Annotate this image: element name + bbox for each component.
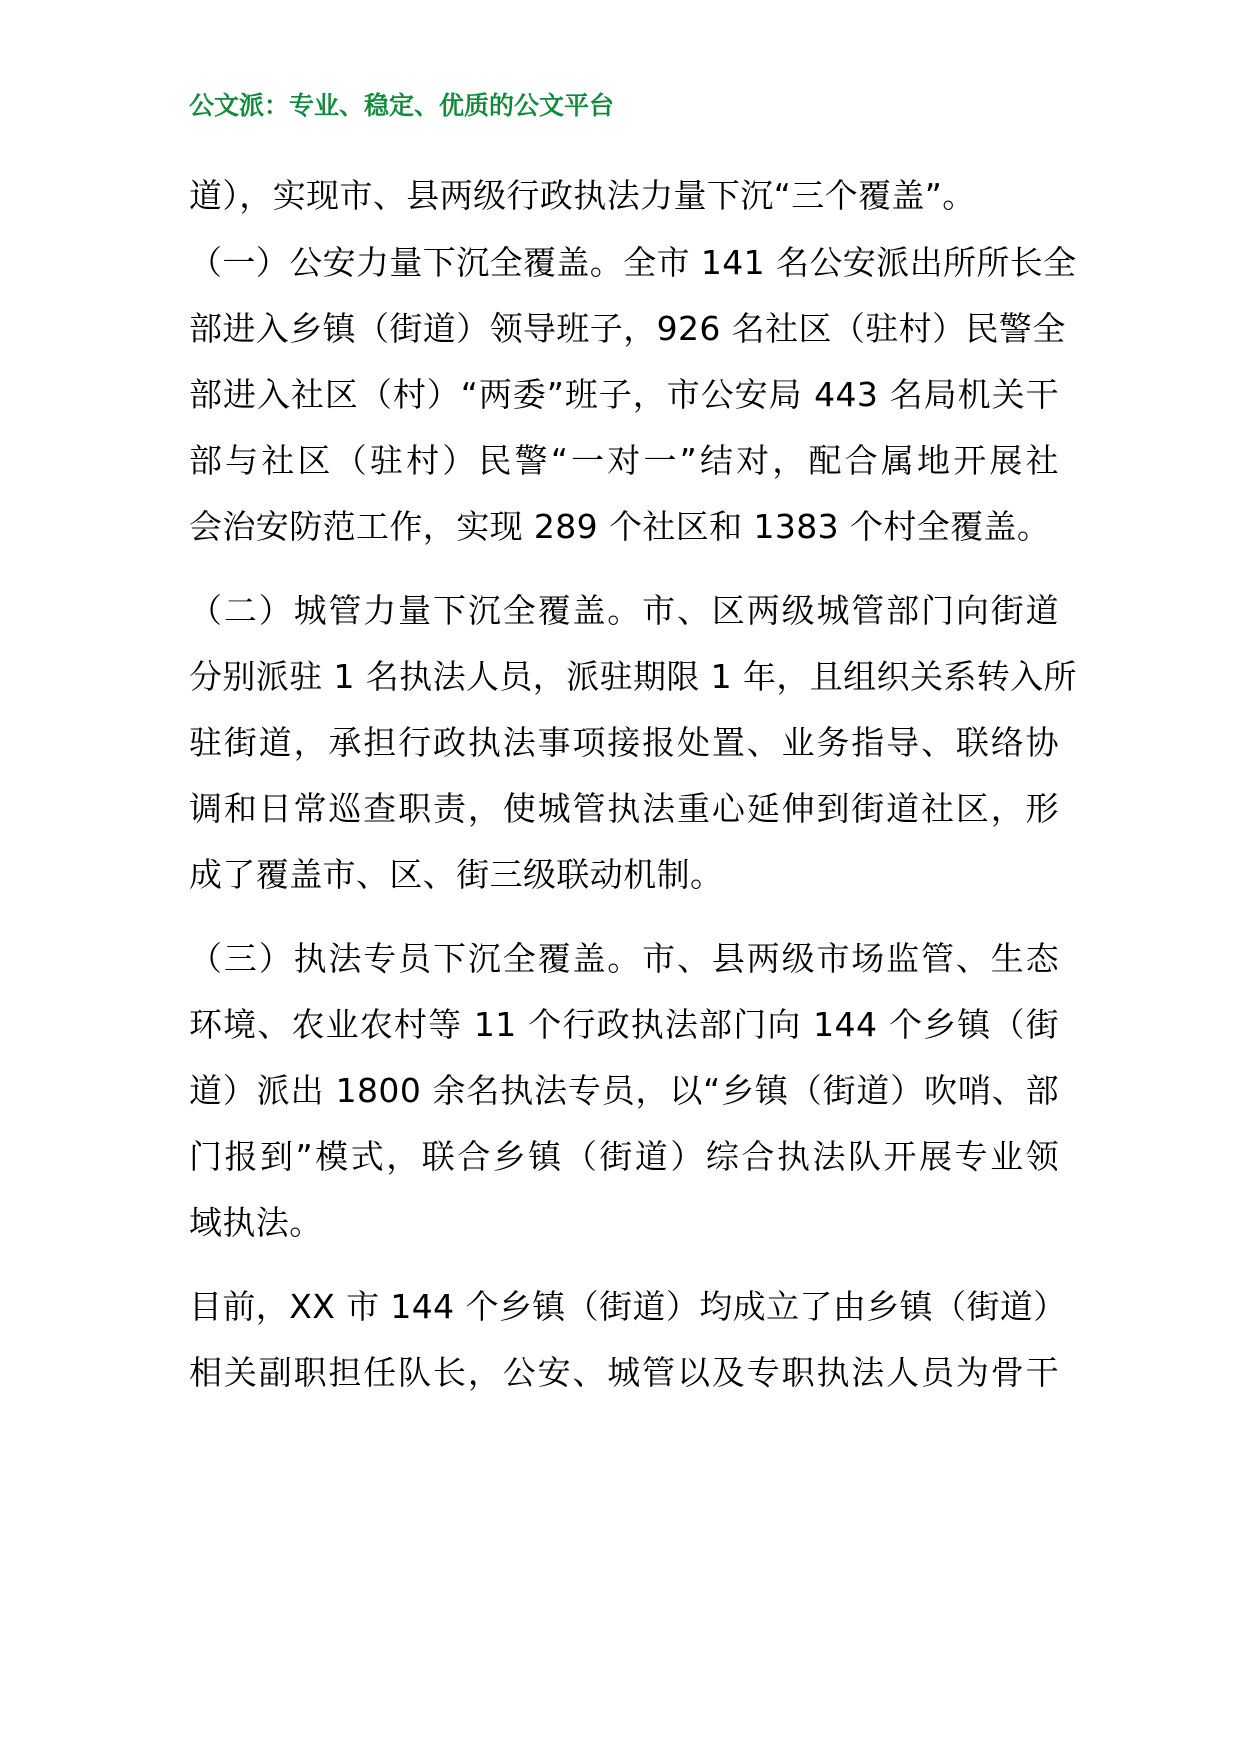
- text-line: 道）派出 1800 余名执法专员，以“乡镇（街道）吹哨、部: [189, 1071, 1059, 1110]
- text-line: 相关副职担任队长，公安、城管以及专职执法人员为骨干: [189, 1353, 1059, 1392]
- text-line: （一）公安力量下沉全覆盖。全市 141 名公安派出所所长全: [189, 243, 1077, 282]
- text-line: 会治安防范工作，实现 289 个社区和 1383 个村全覆盖。: [189, 507, 1051, 546]
- text-line: 部进入社区（村）“两委”班子，市公安局 443 名局机关干: [189, 375, 1059, 414]
- text-line: 部进入乡镇（街道）领导班子，926 名社区（驻村）民警全: [189, 309, 1066, 348]
- text-line: 域执法。: [189, 1203, 323, 1242]
- text-line: 调和日常巡查职责，使城管执法重心延伸到街道社区，形: [189, 789, 1059, 828]
- text-line: 成了覆盖市、区、街三级联动机制。: [189, 855, 724, 894]
- text-line: 门报到”模式，联合乡镇（街道）综合执法队开展专业领: [189, 1137, 1059, 1176]
- site-header-banner: 公文派：专业、稳定、优质的公文平台: [189, 91, 615, 120]
- text-line: 部与社区（驻村）民警“一对一”结对，配合属地开展社: [189, 441, 1059, 480]
- text-line: （三）执法专员下沉全覆盖。市、县两级市场监管、生态: [189, 939, 1059, 978]
- text-line: 道），实现市、县两级行政执法力量下沉“三个覆盖”。: [189, 176, 976, 215]
- text-line: 目前，XX 市 144 个乡镇（街道）均成立了由乡镇（街道）: [189, 1287, 1067, 1326]
- text-line: 驻街道，承担行政执法事项接报处置、业务指导、联络协: [189, 723, 1059, 762]
- text-line: 环境、农业农村等 11 个行政执法部门向 144 个乡镇（街: [189, 1005, 1059, 1044]
- text-line: 分别派驻 1 名执法人员，派驻期限 1 年，且组织关系转入所: [189, 657, 1077, 696]
- text-line: （二）城管力量下沉全覆盖。市、区两级城管部门向街道: [189, 591, 1059, 630]
